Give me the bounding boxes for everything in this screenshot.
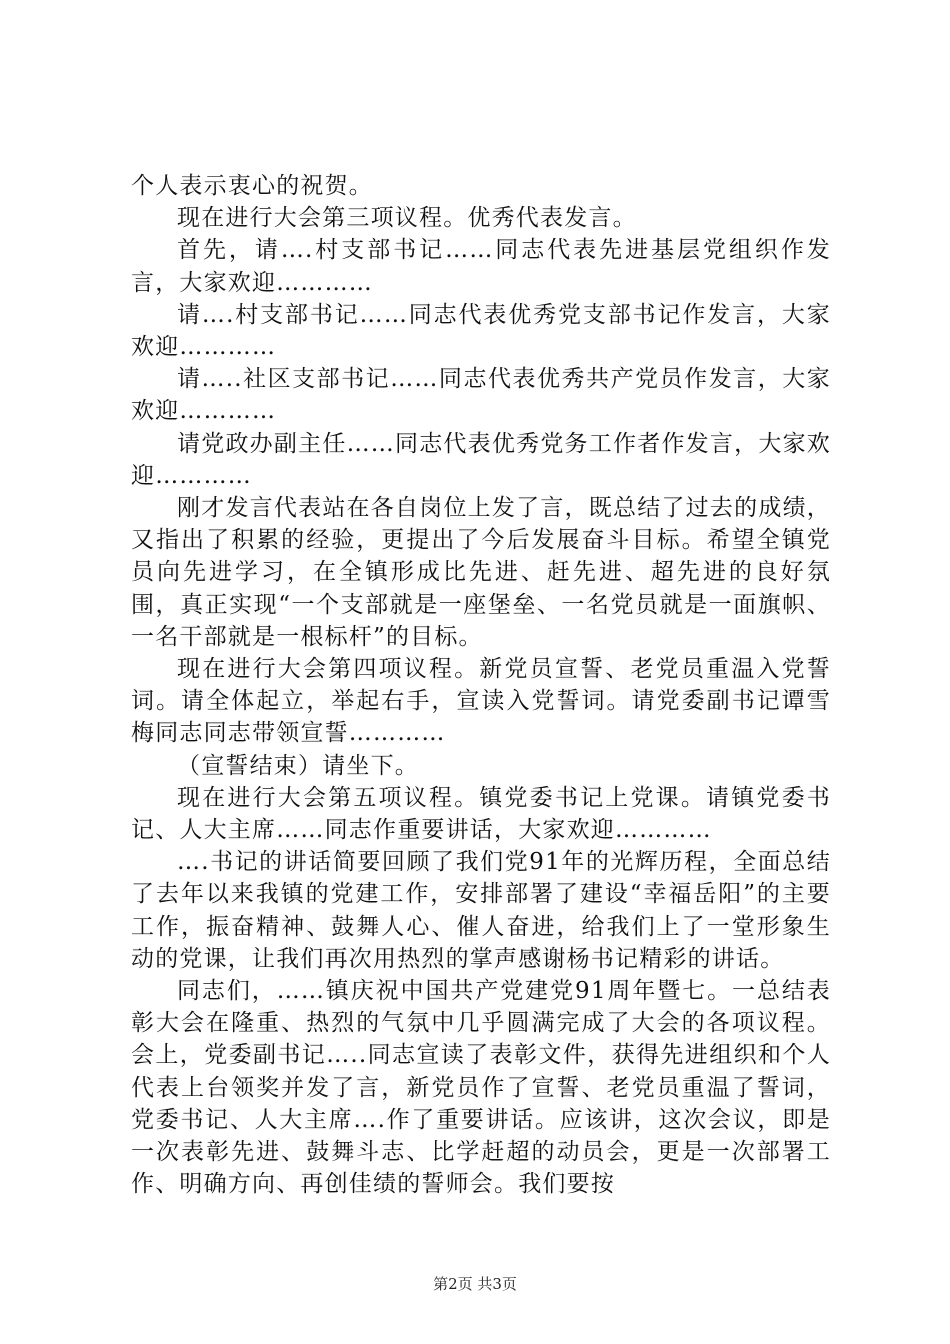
page-number: 第2页 共3页 bbox=[433, 1275, 517, 1293]
paragraph: 刚才发言代表站在各自岗位上发了言，既总结了过去的成绩，又指出了积累的经验，更提出了今后发展奋斗目标。希望全镇党员向先进学习，在全镇形成比先进、赶先进、超先进的良好氛围，真正实现“一个支部就是一座堡垒、一名党员就是一面旗帜、一名干部就是一根标杆”的目标。 bbox=[131, 495, 831, 650]
paragraph: （宣誓结束）请坐下。 bbox=[177, 752, 419, 779]
paragraph: 请…..社区支部书记……同志代表优秀共产党员作发言，大家欢迎………… bbox=[131, 366, 831, 425]
paragraph: 请….村支部书记……同志代表优秀党支部书记作发言，大家欢迎………… bbox=[131, 301, 831, 361]
paragraph: 同志们，……镇庆祝中国共产党建党91周年暨七。一总结表彰大会在隆重、热烈的气氛中几乎圆满完成了大会的各项议程。会上，党委副书记…..同志宣读了表彰文件，获得先进组织和个人代表上台领奖并发了言，新党员作了宣誓、老党员重温了誓词，党委书记、人大主席….作了重要讲话。应该讲，这次会议，即是一次表彰先进、鼓舞斗志、比学赶超的动员会，更是一次部署工作、明确方向、再创佳绩的誓师会。我们要按 bbox=[131, 978, 831, 1198]
paragraph: 个人表示衷心的祝贺。 bbox=[131, 173, 373, 199]
paragraph: 请党政办副主任……同志代表优秀党务工作者作发言，大家欢迎………… bbox=[131, 430, 831, 489]
paragraph: 现在进行大会第三项议程。优秀代表发言。 bbox=[177, 205, 637, 232]
paragraph: 现在进行大会第四项议程。新党员宣誓、老党员重温入党誓词。请全体起立，举起右手，宣读入党誓词。请党委副书记谭雪梅同志同志带领宣誓………… bbox=[131, 656, 831, 747]
paragraph: 首先，请….村支部书记……同志代表先进基层党组织作发言，大家欢迎………… bbox=[131, 237, 831, 296]
paragraph: ….书记的讲话简要回顾了我们党91年的光辉历程，全面总结了去年以来我镇的党建工作，安排部署了建设“幸福岳阳”的主要工作，振奋精神、鼓舞人心、催人奋进，给我们上了一堂形象生动的党课，让我们再次用热烈的掌声感谢杨书记精彩的讲话。 bbox=[131, 849, 831, 972]
document-body bbox=[131, 170, 831, 1201]
paragraph: 现在进行大会第五项议程。镇党委书记上党课。请镇党委书记、人大主席……同志作重要讲话，大家欢迎………… bbox=[131, 784, 831, 844]
